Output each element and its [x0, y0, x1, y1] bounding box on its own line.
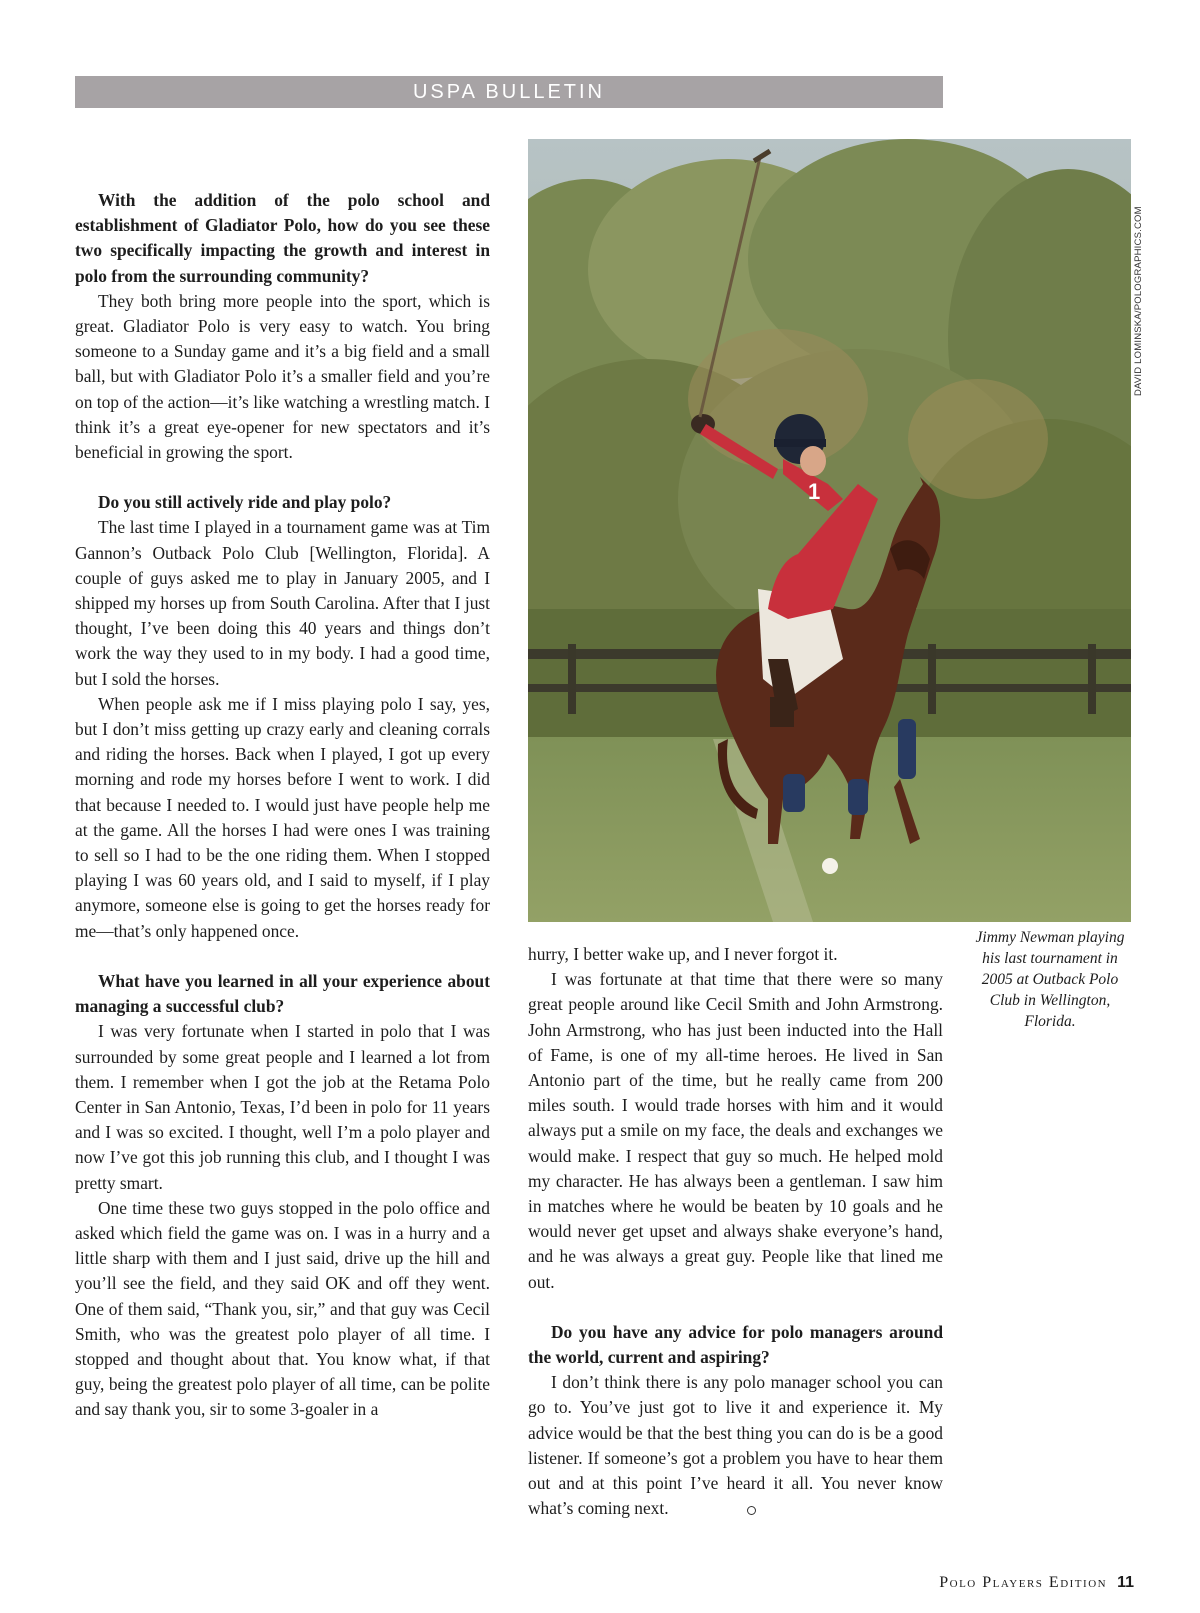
- page-number: 11: [1117, 1574, 1134, 1591]
- article-column-right: [528, 942, 943, 1521]
- section-header-bar: [75, 76, 943, 108]
- polo-player-photo: [528, 139, 1131, 922]
- photo-illustration: [528, 139, 1131, 922]
- grass-field: [528, 737, 1131, 922]
- polo-ball: [822, 858, 838, 874]
- final-answer-text: I don’t think there is any polo manager school you can go to. You’ve just got to live it and experience it. My advice would be that the best thing you can do is be a good listener. If someone’s got a problem you have to hear them out and at this point I’ve heard it all. You never know what’s coming next.: [528, 1372, 943, 1519]
- interview-question: With the addition of the polo school and establishment of Gladiator Polo, how do you see these two specifically impacting the growth and interest in polo from the surrounding community?: [75, 190, 490, 286]
- interview-answer: The last time I played in a tournament game was at Tim Gannon’s Outback Polo Club [Wellington, Florida]. A couple of guys asked me to play in January 2005, and I shipped my horses up from South Carolina. After that I just thought, I’ve been doing this 40 years and things don’t work the way they used to in my body. I had a good time, but I sold the horses.: [75, 517, 490, 689]
- interview-question: Do you still actively ride and play polo?: [98, 492, 392, 513]
- interview-answer: I was fortunate at that time that there were so many great people around like Cecil Smith and John Armstrong. John Armstrong, who has just been inducted into the Hall of Fame, is one of my all-time heroes. He lived in San Antonio part of the time, but he really came from 200 miles south. I would trade horses with him and it would always put a smile on my face, the deals and exchanges we would make. I respect that guy so much. He helped mold my character. He has always been a gentleman. I saw him in matches where he would be beaten by 10 goals and he would never get upset and always shake everyone’s hand, and he was always a great guy. People like that lined me out.: [528, 969, 943, 1292]
- interview-answer: I was very fortunate when I started in polo that I was surrounded by some great people and I learned a lot from them. I remember when I got the job at the Retama Polo Center in San Antonio, Texas, I’d been in polo for 11 years and I was so excited. I thought, well I’m a polo player and now I’ve got this job running this club, and I thought I was pretty smart.: [75, 1021, 490, 1193]
- interview-answer: One time these two guys stopped in the polo office and asked which field the game was on. I was in a hurry and a little sharp with them and I just said, drive up the hill and you’ll see the field, and they said OK and off they went. One of them said, “Thank you, sir,” and that guy was Cecil Smith, who was the greatest polo player of all time. I stopped and thought about that. You know what, if that guy, being the greatest polo player of all time, can be polite and say thank you, sir to some 3-goaler in a: [75, 1197, 490, 1420]
- interview-question: What have you learned in all your experience about managing a successful club?: [75, 970, 490, 1017]
- section-title: USPA BULLETIN: [412, 81, 606, 103]
- publication-name: Polo Players Edition: [939, 1574, 1108, 1591]
- interview-answer: They both bring more people into the sport, which is great. Gladiator Polo is very easy to watch. You bring someone to a Sunday game and it’s a big field and a small ball, but with Gladiator Polo it’s a smaller field and you’re on top of the action—it’s like watching a wrestling match. I think it’s a great eye-opener for new spectators and it’s beneficial in growing the sport.: [75, 290, 490, 463]
- end-of-article-icon: [747, 1506, 756, 1515]
- interview-question: Do you have any advice for polo managers around the world, current and aspiring?: [528, 1321, 943, 1368]
- page-footer: [939, 1574, 1134, 1592]
- photo-credit: DAVID LOMINSKA/POLOGRAPHICS.COM: [1133, 206, 1144, 396]
- article-column-left: [75, 188, 490, 1423]
- jersey-number: 1: [808, 479, 821, 504]
- interview-answer-continued: hurry, I better wake up, and I never forgot it.: [528, 944, 838, 964]
- interview-answer-final: [528, 1370, 943, 1521]
- photo-caption: Jimmy Newman playing his last tournament in 2005 at Outback Polo Club in Wellington, Florida.: [975, 929, 1125, 1030]
- interview-answer: When people ask me if I miss playing polo I say, yes, but I don’t miss getting up crazy early and cleaning corrals and riding the horses. Back when I played, I got up every morning and rode my horses before I went to work. I did that because I needed to. I would just have people help me at the game. All the horses I had were ones I was training to sell so I had to be the one riding them. When I stopped playing I was 60 years old, and I said to myself, if I play anymore, someone else is going to get the horses ready for me—that’s only happened once.: [75, 693, 490, 941]
